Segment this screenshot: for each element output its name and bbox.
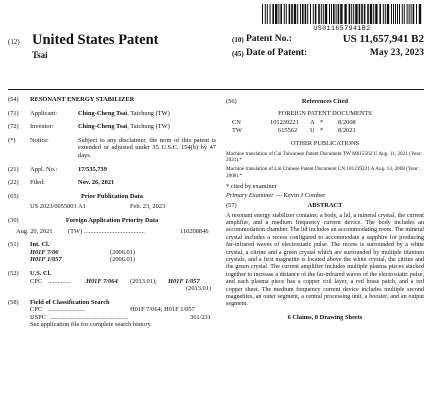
bibliographic-column bbox=[8, 96, 216, 335]
references-column bbox=[226, 96, 424, 321]
examiner-name: — Kevin J Comber bbox=[273, 192, 326, 200]
barcode-bar bbox=[411, 4, 412, 24]
barcode-bar bbox=[315, 4, 317, 24]
int-cl-version: (2006.01) bbox=[110, 248, 136, 256]
applicant-name: Ching-Cheng Tsai bbox=[78, 109, 128, 117]
search-uspc-value: 361/231 bbox=[190, 313, 211, 321]
barcode-bar bbox=[409, 4, 410, 24]
us-cl-class-2: H01F 1/057 bbox=[168, 277, 200, 285]
foreign-kind: A bbox=[310, 119, 315, 127]
foreign-priority-heading: Foreign Application Priority Data bbox=[65, 216, 159, 224]
barcode-bar bbox=[325, 4, 327, 24]
code-12: (12) bbox=[8, 38, 20, 46]
barcode-bar bbox=[419, 4, 421, 24]
field-int-cl bbox=[8, 241, 216, 264]
field-foreign-priority bbox=[8, 217, 216, 235]
int-cl-version: (2006.01) bbox=[110, 256, 136, 264]
field-appl-no bbox=[8, 166, 216, 174]
barcode-bar bbox=[336, 4, 337, 24]
field-classification-search bbox=[8, 299, 216, 329]
field-title bbox=[8, 96, 216, 104]
barcode-bar bbox=[402, 4, 403, 24]
barcode-bar bbox=[333, 4, 335, 24]
invention-title: RESONANT ENERGY STABILIZER bbox=[30, 96, 135, 103]
barcode-bar bbox=[286, 4, 287, 24]
foreign-date: 8/2021 bbox=[338, 126, 356, 134]
barcode-bar bbox=[289, 4, 291, 24]
barcode-bar bbox=[391, 4, 392, 24]
classification-search-heading: Field of Classification Search bbox=[30, 298, 110, 306]
barcode-bar bbox=[307, 4, 308, 24]
barcode-bar bbox=[323, 4, 324, 24]
foreign-patents-heading: FOREIGN PATENT DOCUMENTS bbox=[278, 109, 372, 117]
barcode-bar bbox=[338, 4, 340, 24]
foreign-country: TW bbox=[232, 126, 242, 134]
barcode-bar bbox=[291, 4, 293, 24]
int-cl-heading: Int. Cl. bbox=[30, 241, 50, 249]
code-56: (56) bbox=[226, 98, 237, 105]
barcode-bar bbox=[318, 4, 320, 24]
barcode-bar bbox=[385, 4, 386, 24]
barcode-bar bbox=[313, 4, 314, 24]
barcode-bar bbox=[416, 4, 417, 24]
foreign-patent-row bbox=[226, 127, 424, 135]
barcode-bar bbox=[278, 4, 279, 24]
barcode-bar bbox=[272, 4, 274, 24]
foreign-date: 8/2008 bbox=[338, 119, 356, 127]
priority-country: (TW) bbox=[68, 227, 83, 235]
int-cl-class: H01F 1/057 bbox=[30, 256, 62, 264]
barcode-bar bbox=[383, 4, 384, 24]
code-30: (30) bbox=[8, 216, 19, 224]
barcode-bar bbox=[359, 4, 361, 24]
appl-no-label: Appl. No.: bbox=[30, 165, 58, 173]
barcode-bar bbox=[404, 4, 405, 24]
barcode-bar bbox=[364, 4, 366, 24]
barcode-bar bbox=[331, 4, 332, 24]
barcode-number: US011657941B2 bbox=[313, 25, 371, 32]
barcode-bar bbox=[267, 4, 268, 24]
code-71: (71) bbox=[8, 109, 19, 117]
barcode-bar bbox=[367, 4, 369, 24]
us-cl-year-2: (2013.01) bbox=[186, 285, 212, 293]
date-of-patent: May 23, 2023 bbox=[369, 48, 424, 58]
search-history-note: See application file for complete search history. bbox=[30, 321, 152, 329]
field-filed bbox=[8, 179, 216, 187]
references-cited-heading: References Cited bbox=[301, 98, 349, 105]
date-of-patent-label: Date of Patent: bbox=[246, 48, 308, 58]
field-us-cl bbox=[8, 270, 216, 293]
field-prior-publication bbox=[8, 193, 216, 211]
code-22: (22) bbox=[8, 179, 19, 187]
barcode-bar bbox=[340, 4, 342, 24]
barcode-bar bbox=[329, 4, 330, 24]
other-publication: Machine translation of Cai Taiwanese Patent Document TW M615562 U Aug. 11, 2021 (Year: 2021).* bbox=[226, 150, 422, 164]
abstract-heading: ABSTRACT bbox=[307, 201, 343, 209]
barcode-bar bbox=[284, 4, 285, 24]
barcode-bar bbox=[399, 4, 400, 24]
barcode-bar bbox=[294, 4, 296, 24]
code-72: (72) bbox=[8, 123, 19, 131]
foreign-patent-row bbox=[226, 119, 424, 127]
search-cpc-label: CPC bbox=[30, 306, 43, 314]
inventor-label: Inventor: bbox=[30, 123, 54, 131]
barcode-bar bbox=[275, 4, 277, 24]
cited-by-examiner: * cited by examiner bbox=[226, 182, 277, 190]
barcode-bar bbox=[351, 4, 352, 24]
priority-date: Aug. 20, 2021 bbox=[16, 227, 53, 235]
barcode-bar bbox=[280, 4, 282, 24]
document-type: United States Patent bbox=[32, 32, 159, 48]
filed-date: Nov. 26, 2021 bbox=[78, 179, 115, 187]
code-notice: (*) bbox=[8, 136, 16, 144]
field-notice bbox=[8, 137, 216, 160]
us-cl-heading: U.S. Cl. bbox=[30, 269, 51, 277]
other-publications-heading: OTHER PUBLICATIONS bbox=[290, 140, 360, 148]
barcode-bar bbox=[321, 4, 322, 24]
foreign-star: * bbox=[320, 119, 324, 127]
barcode-bar bbox=[387, 4, 389, 24]
code-54: (54) bbox=[8, 96, 19, 103]
search-cpc-dots: ....................... bbox=[48, 306, 85, 314]
patent-number-label: Patent No.: bbox=[246, 34, 292, 44]
claims-summary: 6 Claims, 8 Drawing Sheets bbox=[287, 313, 363, 321]
int-cl-class: H01F 7/06 bbox=[30, 248, 59, 256]
barcode-bar bbox=[407, 4, 408, 24]
barcode-bar bbox=[361, 4, 363, 24]
appl-no: 17/535,739 bbox=[78, 165, 107, 173]
foreign-number: 615562 bbox=[278, 126, 298, 134]
barcode-bar bbox=[395, 4, 396, 24]
search-uspc-dots: ................................................. bbox=[50, 313, 129, 321]
other-publication: Machine translation of Lin Chinese Patent Document CN 101239221 A Aug. 13, 2008 (Year: 2008).* bbox=[226, 166, 419, 179]
code-45: (45) bbox=[232, 50, 244, 58]
code-65: (65) bbox=[8, 192, 19, 200]
prior-publication-number: US 2023/0055001 A1 bbox=[30, 203, 86, 211]
barcode-bar bbox=[353, 4, 354, 24]
applicant-location: , Taichung (TW) bbox=[127, 109, 170, 117]
barcode-bar bbox=[370, 4, 372, 24]
header-right bbox=[232, 34, 424, 62]
barcode-bar bbox=[262, 4, 263, 24]
us-cl-class-1: H01F 7/064 bbox=[86, 277, 118, 285]
barcode-bar bbox=[302, 4, 304, 24]
header-rule bbox=[8, 89, 424, 90]
inventor-name: Ching-Cheng Tsai bbox=[78, 123, 128, 131]
code-51: (51) bbox=[8, 241, 19, 249]
field-applicant bbox=[8, 110, 216, 118]
prior-publication-heading: Prior Publication Data bbox=[80, 192, 143, 200]
code-10: (10) bbox=[232, 36, 244, 44]
foreign-number: 101239221 bbox=[270, 119, 299, 127]
barcode-bar bbox=[344, 4, 346, 24]
foreign-star: * bbox=[320, 126, 324, 134]
code-58: (58) bbox=[8, 298, 19, 306]
code-21: (21) bbox=[8, 165, 19, 173]
notice-label: Notice: bbox=[30, 136, 49, 144]
foreign-kind: U bbox=[310, 126, 315, 134]
barcode-bar bbox=[265, 4, 266, 24]
notice-text: Subject to any disclaimer, the term of this patent is extended or adjusted under 35 U.S.C. 154(b) by 47 days. bbox=[78, 136, 216, 159]
barcode-bar bbox=[397, 4, 398, 24]
barcode-bar bbox=[310, 4, 311, 24]
search-uspc-label: USPC bbox=[30, 313, 46, 321]
barcode-bar bbox=[300, 4, 301, 24]
us-cl-dots: .............. bbox=[48, 277, 71, 285]
barcode bbox=[262, 4, 422, 24]
barcode-bar bbox=[297, 4, 298, 24]
barcode-bar bbox=[270, 4, 271, 24]
us-cl-year-1: (2013.01); bbox=[130, 277, 157, 285]
priority-number: 110208846 bbox=[180, 227, 209, 235]
code-57: (57) bbox=[226, 201, 237, 209]
barcode-bar bbox=[413, 4, 415, 24]
prior-publication-date: Feb. 23, 2023 bbox=[130, 203, 166, 211]
barcode-bar bbox=[393, 4, 394, 24]
header-left bbox=[8, 32, 228, 66]
abstract-text: A resonant energy stabilizer contains: a body, a lid, a mineral crystal, the current amplifier, and a medium frequency current device. The body includes an accommodation chamber. The lid includes an accommodating room. The mineral crystal includes a recess configured to accommodate a sapphire for producing far-infrared waves of electrostatic pulse. The recess is surrounded by a white crystal, a citrine and a green crystal which are surrounded by multiple titanium crystals, and a first magnetite is located above the white crystal, the citrine and the green crystal. The current amplifier includes multiple plasma pieces stacked together to increase a distance of the far-infrared waves of the electrostatic pulse, and each plasma piece has a copper coil layer, a red brass patch, and a red copper sheet. The medium frequency current device includes multiple second magnetites, an outer segment, a central processing unit, a booster, and an output segment. bbox=[226, 212, 424, 308]
us-cl-cpc-label: CPC bbox=[30, 277, 43, 285]
barcode-bar bbox=[375, 4, 377, 24]
foreign-country: CN bbox=[232, 119, 241, 127]
barcode-bar bbox=[355, 4, 357, 24]
priority-dots: ...................................... bbox=[84, 227, 145, 235]
search-cpc-value: H01F 7/064; H01F 1/057 bbox=[130, 306, 195, 314]
barcode-bar bbox=[373, 4, 374, 24]
barcode-bar bbox=[349, 4, 351, 24]
barcode-bar bbox=[379, 4, 381, 24]
code-52: (52) bbox=[8, 269, 19, 277]
examiner-label: Primary Examiner bbox=[226, 192, 274, 200]
patent-number: US 11,657,941 B2 bbox=[342, 33, 424, 45]
filed-label: Filed: bbox=[30, 179, 45, 187]
barcode-bar bbox=[305, 4, 307, 24]
field-inventor bbox=[8, 123, 216, 131]
inventor-location: , Taichung (TW) bbox=[127, 123, 170, 131]
applicant-label: Applicant: bbox=[30, 109, 57, 117]
inventor-surname: Tsai bbox=[32, 50, 48, 60]
